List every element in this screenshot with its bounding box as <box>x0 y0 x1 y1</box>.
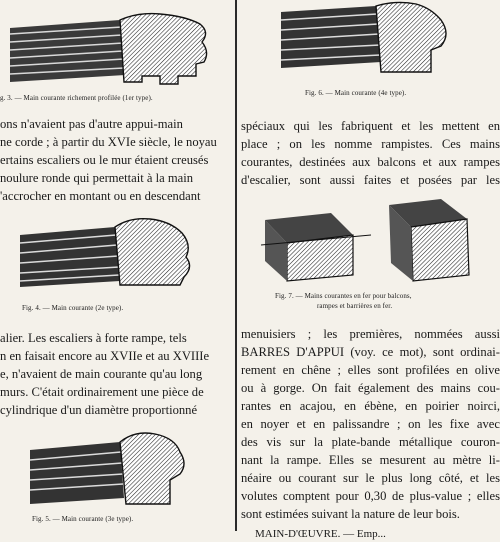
figure-4-handrail <box>20 215 210 290</box>
figure-6-handrail <box>281 0 461 78</box>
figure-5-handrail <box>30 428 205 508</box>
fig5-caption: Fig. 5. — Main courante (3e type). <box>32 515 134 523</box>
right-para2-line2: BARRES D'APPUI (voy. ce mot), sont ordinai- <box>241 345 500 359</box>
right-column <box>241 0 500 540</box>
figure-7-iron-handrails <box>261 195 481 285</box>
fig7-caption-line2: rampes et barrières en fer. <box>317 302 393 310</box>
right-para1-line1: spéciaux qui les fabriquent et les mettent en <box>241 119 500 133</box>
fig7-caption-line1: Fig. 7. — Mains courantes en fer pour balcons, <box>275 292 412 300</box>
cut-heading: MAIN-D'ŒUVRE. — Emp... <box>255 528 386 540</box>
left-para2-line3: e, n'avaient de main courante qu'au long <box>0 367 203 381</box>
left-para1-line5: 'accrocher en montant ou en descendant <box>0 189 201 203</box>
right-para2-line1: menuisiers ; les premières, nommées aussi <box>241 327 500 341</box>
left-para1-line4: noulure ronde qui permettait à la main <box>0 171 194 185</box>
left-para2-line1: alier. Les escaliers à forte rampe, tels <box>0 331 187 345</box>
left-para1-line2: ne corde ; à partir du XVIe siècle, le noyau <box>0 135 217 149</box>
right-para1-line4: d'escalier, sont aussi faites et posées par les <box>241 173 500 187</box>
left-para2-line5: cylindrique d'un diamètre proportionné <box>0 403 198 417</box>
right-para2-line8: nant la rampe. Elles se mesurent au mètre li- <box>241 453 500 467</box>
left-para2-line2: n en faisait encore au XVIIe et au XVIIIe <box>0 349 210 363</box>
right-para2-line4: ou à gorge. On fait également des mains cou- <box>241 381 500 395</box>
right-para2-line9: néaire ou courant sur le plus long côté, et les <box>241 471 500 485</box>
left-para1-line1: ons n'avaient pas d'autre appui-main <box>0 117 183 131</box>
left-para1-line3: ertains escaliers ou le mur étaient creusés <box>0 153 209 167</box>
fig6-caption: Fig. 6. — Main courante (4e type). <box>305 89 407 97</box>
column-rule <box>235 0 237 531</box>
right-para2-line7: des vis sur la plate-bande métallique couron- <box>241 435 500 449</box>
right-para2-line10: volutes comptent pour 0,30 de plus-value ; elles <box>241 489 500 503</box>
fig4-caption: Fig. 4. — Main courante (2e type). <box>22 304 124 312</box>
right-para2-line11: sont estimées suivant la nature de leur bois. <box>241 507 460 521</box>
right-para1-line2: place ; on les nomme rampistes. Ces mains <box>241 137 500 151</box>
right-para2-line3: rement en chêne ; elles sont profilées en olive <box>241 363 500 377</box>
right-para1-line3: courantes, destinées aux balcons et aux rampes <box>241 155 500 169</box>
left-para2-line4: murs. C'était ordinairement une pièce de <box>0 385 204 399</box>
left-column <box>0 0 232 531</box>
right-para2-line6: en noyer et en palissandre ; on les fixe avec <box>241 417 500 431</box>
fig3-caption: g. 3. — Main courante richement profilée (1er type). <box>0 94 153 102</box>
figure-3-handrail <box>10 10 220 85</box>
right-para2-line5: rantes en acajou, en ébène, en poirier noirci, <box>241 399 500 413</box>
